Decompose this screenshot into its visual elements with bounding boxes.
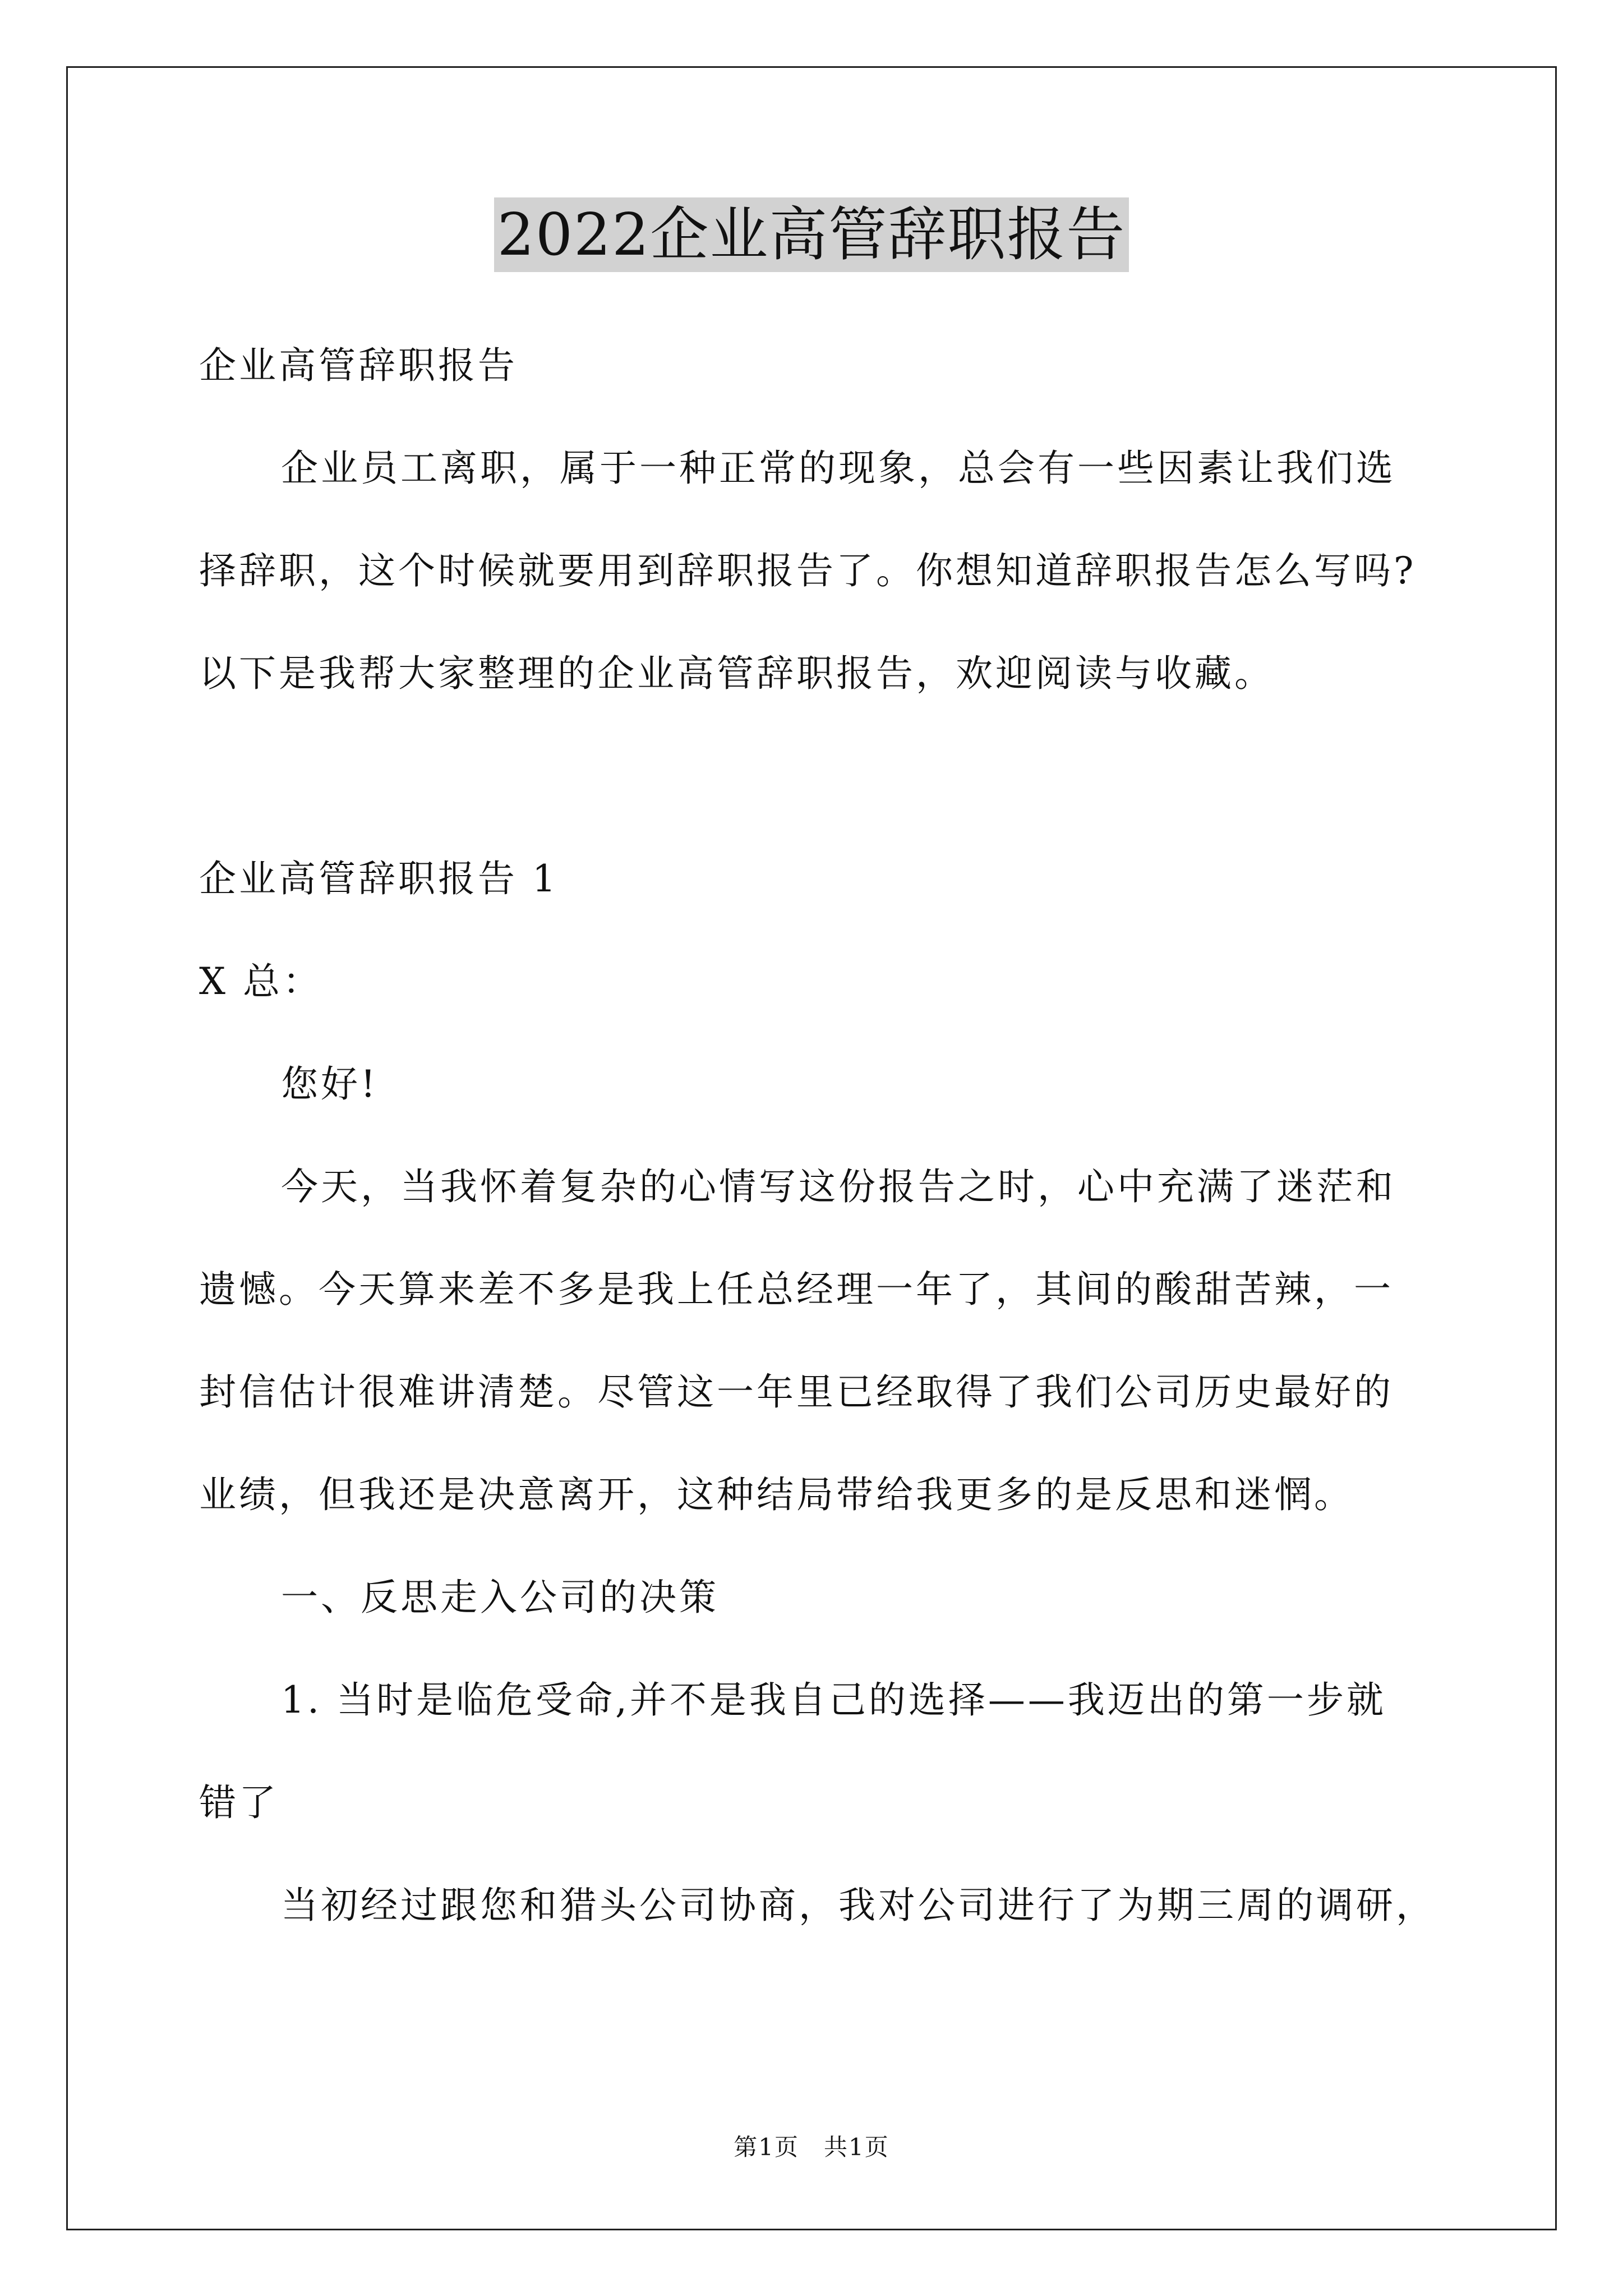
point-1-line-2: 错了 (199, 1781, 279, 1824)
section-title: 企业高管辞职报告 1 (199, 857, 559, 900)
subtitle: 企业高管辞职报告 (199, 344, 518, 387)
body-line-1: 今天，当我怀着复杂的心情写这份报告之时，心中充满了迷茫和 (281, 1165, 1396, 1208)
document-title: 2022企业高管辞职报告 (494, 197, 1129, 272)
intro-line-2: 择辞职，这个时候就要用到辞职报告了。你想知道辞职报告怎么写吗? (199, 549, 1417, 592)
heading-1: 一、反思走入公司的决策 (281, 1576, 719, 1619)
body-line-4: 业绩，但我还是决意离开，这种结局带给我更多的是反思和迷惘。 (199, 1473, 1354, 1516)
title-wrap (0, 197, 1623, 272)
last-line: 当初经过跟您和猎头公司协商，我对公司进行了为期三周的调研， (281, 1884, 1436, 1927)
intro-line-3: 以下是我帮大家整理的企业高管辞职报告，欢迎阅读与收藏。 (199, 652, 1274, 695)
page-footer: 第1页 共1页 (734, 2133, 889, 2161)
document-body (199, 314, 1438, 1957)
greeting: 您好! (281, 1062, 379, 1106)
point-1-line-1: 1. 当时是临危受命,并不是我自己的选择——我迈出的第一步就 (281, 1678, 1386, 1722)
salutation: X 总： (199, 960, 322, 1003)
intro-line-1: 企业员工离职，属于一种正常的现象，总会有一些因素让我们选 (281, 447, 1396, 490)
body-line-2: 遗憾。今天算来差不多是我上任总经理一年了，其间的酸甜苦辣，一 (199, 1268, 1394, 1311)
body-line-3: 封信估计很难讲清楚。尽管这一年里已经取得了我们公司历史最好的 (199, 1370, 1394, 1414)
blank-line (199, 725, 1438, 827)
